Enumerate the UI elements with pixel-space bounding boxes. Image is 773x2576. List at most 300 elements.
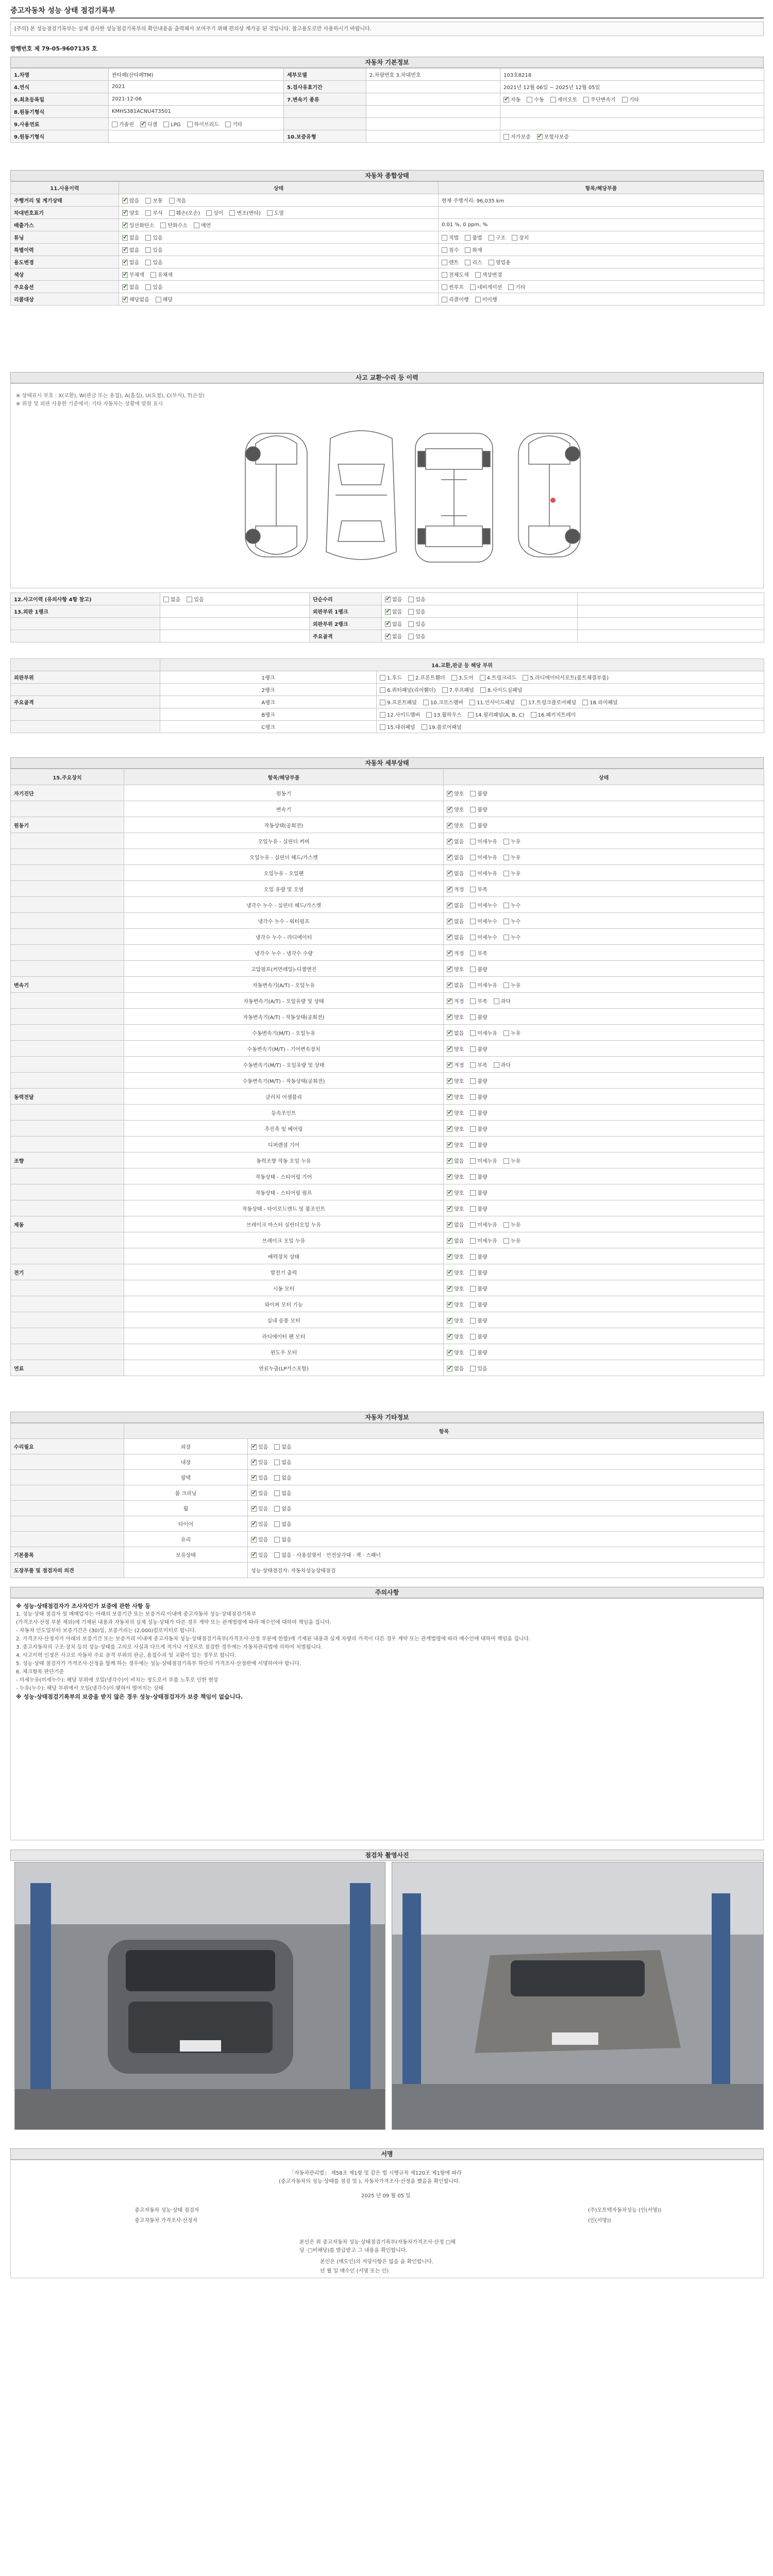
checkbox-icon[interactable]	[145, 210, 151, 216]
checkbox-icon[interactable]	[380, 724, 385, 730]
checkbox-option[interactable]: 없음	[274, 1473, 291, 1481]
checkbox-icon[interactable]	[447, 1302, 452, 1308]
checkbox-option[interactable]: 16.패키지트레이	[531, 710, 576, 718]
checkbox-option[interactable]: 보통	[145, 196, 162, 204]
checkbox-option[interactable]: 없음	[274, 1520, 291, 1528]
checkbox-icon[interactable]	[251, 1537, 257, 1543]
checkbox-option[interactable]: 17.트렁크플로어패널	[521, 698, 576, 706]
checkbox-option[interactable]: 누유	[503, 837, 520, 845]
checkbox-icon[interactable]	[122, 247, 128, 253]
checkbox-icon[interactable]	[470, 1222, 476, 1228]
checkbox-icon[interactable]	[512, 235, 517, 241]
checkbox-option[interactable]: ✔ 없음	[385, 620, 402, 628]
checkbox-option[interactable]: 누수	[503, 901, 520, 909]
checkbox-icon[interactable]	[225, 122, 231, 127]
checkbox-option[interactable]: ✔ 있음	[251, 1473, 268, 1481]
checkbox-icon[interactable]	[537, 134, 543, 140]
checkbox-icon[interactable]	[475, 297, 481, 302]
checkbox-option[interactable]: 미세누유	[470, 853, 497, 861]
checkbox-option[interactable]: ✔ 없음	[447, 1364, 464, 1372]
checkbox-icon[interactable]	[494, 1062, 499, 1068]
checkbox-option[interactable]: 없음	[274, 1489, 291, 1497]
checkbox-option[interactable]: 불량	[470, 1189, 487, 1196]
checkbox-option[interactable]: 불량	[470, 1045, 487, 1053]
checkbox-icon[interactable]	[531, 712, 536, 718]
checkbox-icon[interactable]	[163, 597, 169, 602]
checkbox-icon[interactable]	[469, 700, 475, 705]
checkbox-option[interactable]: 있음	[408, 595, 425, 603]
checkbox-option[interactable]: 9.프론트패널	[380, 698, 417, 706]
checkbox-icon[interactable]	[447, 1014, 452, 1020]
checkbox-option[interactable]: ✔ 없음	[447, 869, 464, 877]
checkbox-option[interactable]: 7.루프패널	[442, 686, 474, 693]
checkbox-icon[interactable]	[447, 998, 452, 1004]
checkbox-option[interactable]: 미세누수	[470, 901, 497, 909]
checkbox-icon[interactable]	[447, 871, 452, 876]
checkbox-option[interactable]: ✔ 있음	[251, 1535, 268, 1543]
checkbox-icon[interactable]	[503, 935, 509, 940]
checkbox-icon[interactable]	[122, 223, 128, 228]
checkbox-option[interactable]: 불법	[465, 233, 482, 241]
checkbox-option[interactable]: ✔ 적정	[447, 885, 464, 893]
checkbox-option[interactable]: 불량	[470, 1316, 487, 1324]
checkbox-option[interactable]: 미세누유	[470, 1236, 497, 1244]
checkbox-icon[interactable]	[470, 935, 476, 940]
checkbox-icon[interactable]	[251, 1490, 257, 1496]
checkbox-option[interactable]: ✔ 양호	[447, 1093, 464, 1100]
checkbox-option[interactable]: 전체도색	[442, 270, 469, 278]
checkbox-option[interactable]: 영업용	[489, 258, 511, 266]
checkbox-icon[interactable]	[251, 1521, 257, 1527]
checkbox-icon[interactable]	[267, 210, 273, 216]
checkbox-icon[interactable]	[470, 903, 476, 908]
checkbox-option[interactable]: ✔ 없음	[447, 981, 464, 989]
checkbox-icon[interactable]	[447, 1126, 452, 1132]
checkbox-icon[interactable]	[160, 223, 166, 228]
checkbox-option[interactable]: ✔ 양호	[447, 1300, 464, 1308]
checkbox-icon[interactable]	[251, 1552, 257, 1558]
checkbox-option[interactable]: 변조(변타)	[229, 209, 260, 216]
checkbox-icon[interactable]	[447, 1366, 452, 1371]
checkbox-option[interactable]: ✔ 양호	[447, 1252, 464, 1260]
checkbox-option[interactable]: ✔ 양호	[447, 1173, 464, 1180]
checkbox-icon[interactable]	[447, 982, 452, 988]
checkbox-icon[interactable]	[187, 597, 192, 602]
checkbox-option[interactable]	[225, 120, 242, 128]
checkbox-option[interactable]: ✔ 없음	[447, 837, 464, 845]
checkbox-option[interactable]: 불량	[470, 1109, 487, 1116]
checkbox-option[interactable]	[187, 120, 219, 128]
checkbox-option[interactable]: 불량	[470, 805, 487, 813]
checkbox-option[interactable]: ✔ 양호	[447, 1125, 464, 1132]
checkbox-icon[interactable]	[442, 687, 448, 693]
checkbox-icon[interactable]	[423, 700, 429, 705]
checkbox-option[interactable]: 누유	[503, 869, 520, 877]
checkbox-icon[interactable]	[408, 621, 414, 627]
checkbox-option[interactable]: 침수	[442, 246, 459, 253]
checkbox-option[interactable]: ✔ 일산화탄소	[122, 221, 154, 229]
checkbox-icon[interactable]	[465, 247, 470, 253]
checkbox-icon[interactable]	[470, 1318, 476, 1324]
checkbox-option[interactable]: 미세누수	[470, 917, 497, 925]
checkbox-icon[interactable]	[470, 1014, 476, 1020]
checkbox-icon[interactable]	[380, 712, 385, 718]
checkbox-option[interactable]: 없음	[274, 1535, 291, 1543]
checkbox-option[interactable]: 15.대쉬패널	[380, 723, 415, 731]
checkbox-option[interactable]: 장치	[512, 233, 529, 241]
checkbox-option[interactable]: 불량	[470, 1300, 487, 1308]
checkbox-option[interactable]: ✔ 양호	[447, 805, 464, 813]
checkbox-option[interactable]: 18.리어패널	[582, 698, 618, 706]
checkbox-option[interactable]: 2.프론트휀더	[408, 673, 445, 681]
checkbox-icon[interactable]	[470, 1094, 476, 1100]
checkbox-icon[interactable]	[274, 1537, 280, 1543]
checkbox-icon[interactable]	[145, 284, 151, 290]
checkbox-option[interactable]: ✔ 없음	[385, 607, 402, 615]
checkbox-icon[interactable]	[274, 1521, 280, 1527]
checkbox-icon[interactable]	[470, 1126, 476, 1132]
checkbox-option[interactable]: 부족	[470, 949, 487, 957]
checkbox-option[interactable]: 매연	[194, 221, 211, 229]
checkbox-icon[interactable]	[122, 272, 128, 278]
checkbox-icon[interactable]	[489, 235, 494, 241]
checkbox-option[interactable]: ✔ 적정	[447, 1061, 464, 1069]
checkbox-icon[interactable]	[470, 1270, 476, 1276]
checkbox-icon[interactable]	[470, 855, 476, 860]
checkbox-icon[interactable]	[447, 1286, 452, 1292]
checkbox-option[interactable]: ✔ 양호	[122, 209, 139, 216]
checkbox-icon[interactable]	[470, 1046, 476, 1052]
checkbox-icon[interactable]	[408, 609, 414, 615]
checkbox-icon[interactable]	[470, 1254, 476, 1260]
checkbox-option[interactable]: ✔ 많음	[122, 196, 139, 204]
checkbox-option[interactable]: 5.라디에이터서포트(볼트체결부품)	[523, 673, 609, 681]
checkbox-icon[interactable]	[447, 1238, 452, 1244]
checkbox-option[interactable]: 미세누유	[470, 869, 497, 877]
checkbox-icon[interactable]	[385, 621, 391, 627]
checkbox-icon[interactable]	[422, 724, 427, 730]
checkbox-option[interactable]: ✔ 없음	[447, 901, 464, 909]
checkbox-icon[interactable]	[468, 712, 474, 718]
checkbox-icon[interactable]	[503, 839, 509, 844]
checkbox-option[interactable]	[622, 95, 639, 103]
checkbox-option[interactable]: 과다	[494, 1061, 511, 1069]
checkbox-icon[interactable]	[550, 97, 556, 103]
checkbox-icon[interactable]	[251, 1460, 257, 1465]
checkbox-option[interactable]	[583, 95, 615, 103]
checkbox-option[interactable]: ✔ 없음	[122, 283, 139, 291]
checkbox-option[interactable]: ✔ 없음	[385, 632, 402, 640]
checkbox-option[interactable]: 누유	[503, 853, 520, 861]
checkbox-option[interactable]: ✔ 없음	[122, 258, 139, 266]
checkbox-option[interactable]: 누유	[503, 1221, 520, 1228]
checkbox-icon[interactable]	[274, 1460, 280, 1465]
checkbox-icon[interactable]	[442, 297, 447, 302]
checkbox-option[interactable]: 1.후드	[380, 673, 402, 681]
checkbox-icon[interactable]	[163, 122, 169, 127]
checkbox-option[interactable]: 리스	[465, 258, 482, 266]
checkbox-icon[interactable]	[169, 198, 175, 204]
checkbox-option[interactable]: 미세누유	[470, 1157, 497, 1164]
checkbox-option[interactable]: 불량	[470, 1013, 487, 1021]
checkbox-option[interactable]: 불량	[470, 1141, 487, 1148]
checkbox-icon[interactable]	[470, 1062, 476, 1068]
checkbox-icon[interactable]	[145, 247, 151, 253]
checkbox-icon[interactable]	[523, 675, 528, 681]
checkbox-option[interactable]: 미세누유	[470, 1029, 497, 1037]
checkbox-icon[interactable]	[229, 210, 235, 216]
checkbox-icon[interactable]	[122, 260, 128, 265]
checkbox-icon[interactable]	[156, 297, 161, 302]
checkbox-icon[interactable]	[494, 998, 499, 1004]
checkbox-icon[interactable]	[274, 1444, 280, 1450]
checkbox-icon[interactable]	[503, 1238, 509, 1244]
checkbox-option[interactable]: 불량	[470, 1077, 487, 1084]
checkbox-icon[interactable]	[145, 260, 151, 265]
checkbox-icon[interactable]	[470, 1286, 476, 1292]
checkbox-icon[interactable]	[475, 272, 481, 278]
checkbox-option[interactable]: 불량	[470, 1125, 487, 1132]
checkbox-option[interactable]: 누수	[503, 917, 520, 925]
checkbox-option[interactable]: 미이행	[475, 295, 497, 303]
checkbox-option[interactable]: ✔ 양호	[447, 1205, 464, 1212]
checkbox-icon[interactable]	[274, 1552, 280, 1558]
checkbox-icon[interactable]	[470, 1350, 476, 1355]
checkbox-option[interactable]: 부식	[145, 209, 162, 216]
checkbox-icon[interactable]	[169, 210, 175, 216]
checkbox-icon[interactable]	[408, 634, 414, 639]
checkbox-option[interactable]	[537, 132, 569, 140]
checkbox-option[interactable]: 썬루프	[442, 283, 464, 291]
checkbox-option[interactable]: ✔ 있음	[251, 1551, 268, 1558]
checkbox-option[interactable]: 불량	[470, 1252, 487, 1260]
checkbox-icon[interactable]	[503, 1030, 509, 1036]
checkbox-icon[interactable]	[447, 1254, 452, 1260]
checkbox-option[interactable]: 누수	[503, 933, 520, 941]
checkbox-option[interactable]: ✔ 있음	[251, 1443, 268, 1450]
checkbox-option[interactable]: ✔ 없음	[447, 1236, 464, 1244]
checkbox-option[interactable]: 유채색	[150, 270, 173, 278]
checkbox-icon[interactable]	[447, 1046, 452, 1052]
checkbox-option[interactable]: 불량	[470, 965, 487, 973]
checkbox-icon[interactable]	[122, 235, 128, 241]
checkbox-option[interactable]: 화재	[465, 246, 482, 253]
checkbox-option[interactable]: 3.도어	[451, 673, 474, 681]
checkbox-icon[interactable]	[503, 919, 509, 924]
checkbox-option[interactable]: 누유	[503, 1236, 520, 1244]
checkbox-icon[interactable]	[447, 1078, 452, 1084]
checkbox-option[interactable]: ✔ 있음	[251, 1504, 268, 1512]
checkbox-option[interactable]: 해당	[156, 295, 173, 303]
checkbox-icon[interactable]	[470, 1174, 476, 1180]
checkbox-option[interactable]: 적법	[442, 233, 459, 241]
checkbox-icon[interactable]	[447, 1318, 452, 1324]
checkbox-icon[interactable]	[470, 807, 476, 812]
checkbox-icon[interactable]	[622, 97, 628, 103]
checkbox-icon[interactable]	[503, 982, 509, 988]
checkbox-option[interactable]: 있음	[408, 607, 425, 615]
checkbox-option[interactable]: 리콜이행	[442, 295, 469, 303]
checkbox-icon[interactable]	[470, 887, 476, 892]
checkbox-option[interactable]: 있음	[470, 1364, 487, 1372]
checkbox-option[interactable]: 색상변경	[475, 270, 502, 278]
checkbox-option[interactable]: ✔ 무채색	[122, 270, 144, 278]
checkbox-option[interactable]	[503, 95, 520, 103]
checkbox-icon[interactable]	[447, 1190, 452, 1196]
checkbox-icon[interactable]	[470, 1302, 476, 1308]
checkbox-icon[interactable]	[122, 284, 128, 290]
checkbox-icon[interactable]	[503, 903, 509, 908]
checkbox-icon[interactable]	[480, 687, 486, 693]
checkbox-option[interactable]: 있음	[187, 595, 204, 603]
checkbox-option[interactable]: ✔ 있음	[251, 1489, 268, 1497]
checkbox-icon[interactable]	[470, 1030, 476, 1036]
checkbox-option[interactable]: 누유	[503, 981, 520, 989]
checkbox-option[interactable]: 8.사이드실패널	[480, 686, 523, 693]
checkbox-option[interactable]: ✔ 양호	[447, 1013, 464, 1021]
checkbox-option[interactable]: 미세누수	[470, 933, 497, 941]
checkbox-icon[interactable]	[470, 1142, 476, 1148]
checkbox-icon[interactable]	[447, 1206, 452, 1212]
checkbox-icon[interactable]	[385, 597, 391, 602]
checkbox-option[interactable]: 부족	[470, 997, 487, 1005]
checkbox-icon[interactable]	[447, 839, 452, 844]
checkbox-icon[interactable]	[470, 871, 476, 876]
checkbox-option[interactable]: 없음	[274, 1443, 291, 1450]
checkbox-option[interactable]: 13.휠하우스	[426, 710, 462, 718]
checkbox-icon[interactable]	[447, 1270, 452, 1276]
checkbox-icon[interactable]	[187, 122, 193, 127]
checkbox-icon[interactable]	[451, 675, 457, 681]
checkbox-icon[interactable]	[194, 223, 199, 228]
checkbox-icon[interactable]	[527, 97, 532, 103]
checkbox-option[interactable]: ✔ 양호	[447, 1077, 464, 1084]
checkbox-icon[interactable]	[274, 1490, 280, 1496]
checkbox-icon[interactable]	[442, 260, 447, 265]
checkbox-icon[interactable]	[470, 998, 476, 1004]
checkbox-option[interactable]: 14.필러패널(A, B, C)	[468, 710, 525, 718]
checkbox-option[interactable]: 있음	[145, 246, 162, 253]
checkbox-option[interactable]: 11.인사이드패널	[469, 698, 515, 706]
checkbox-option[interactable]: ✔ 없음	[447, 1221, 464, 1228]
checkbox-icon[interactable]	[447, 1222, 452, 1228]
checkbox-icon[interactable]	[447, 1094, 452, 1100]
checkbox-option[interactable]: ✔ 없음	[447, 853, 464, 861]
checkbox-option[interactable]: 미세누유	[470, 837, 497, 845]
checkbox-option[interactable]: 미세누유	[470, 981, 497, 989]
checkbox-icon[interactable]	[150, 272, 156, 278]
checkbox-icon[interactable]	[442, 272, 447, 278]
checkbox-icon[interactable]	[447, 1030, 452, 1036]
checkbox-icon[interactable]	[447, 887, 452, 892]
checkbox-option[interactable]: 12.사이드멤버	[380, 710, 420, 718]
checkbox-icon[interactable]	[470, 967, 476, 972]
checkbox-option[interactable]: ✔ 양호	[447, 1316, 464, 1324]
checkbox-option[interactable]: 렌트	[442, 258, 459, 266]
checkbox-icon[interactable]	[503, 134, 509, 140]
checkbox-option[interactable]: 없음 · 사용설명서 · 안전삼각대 · 잭 · 스패너	[274, 1551, 381, 1558]
checkbox-option[interactable]: ✔ 있음	[251, 1520, 268, 1528]
checkbox-icon[interactable]	[465, 260, 470, 265]
checkbox-icon[interactable]	[503, 1222, 509, 1228]
checkbox-option[interactable]: ✔ 해당없음	[122, 295, 149, 303]
checkbox-icon[interactable]	[447, 823, 452, 828]
checkbox-icon[interactable]	[447, 807, 452, 812]
checkbox-option[interactable]: 탄화수소	[160, 221, 188, 229]
checkbox-icon[interactable]	[380, 687, 385, 693]
checkbox-option[interactable]	[550, 95, 578, 103]
checkbox-icon[interactable]	[470, 1206, 476, 1212]
checkbox-option[interactable]	[163, 122, 180, 128]
checkbox-option[interactable]: 부족	[470, 1061, 487, 1069]
checkbox-icon[interactable]	[385, 609, 391, 615]
checkbox-icon[interactable]	[503, 871, 509, 876]
checkbox-icon[interactable]	[145, 235, 151, 241]
checkbox-icon[interactable]	[508, 284, 514, 290]
checkbox-icon[interactable]	[274, 1475, 280, 1481]
checkbox-option[interactable]: 구조	[489, 233, 506, 241]
checkbox-option[interactable]	[527, 95, 544, 103]
checkbox-option[interactable]: ✔ 양호	[447, 1109, 464, 1116]
checkbox-icon[interactable]	[447, 1334, 452, 1340]
checkbox-icon[interactable]	[470, 951, 476, 956]
checkbox-option[interactable]: 있음	[145, 258, 162, 266]
checkbox-icon[interactable]	[470, 1078, 476, 1084]
checkbox-option[interactable]: 적음	[169, 196, 186, 204]
checkbox-option[interactable]: 기타	[508, 283, 525, 291]
checkbox-icon[interactable]	[447, 919, 452, 924]
checkbox-option[interactable]: 불량	[470, 1205, 487, 1212]
checkbox-icon[interactable]	[470, 1190, 476, 1196]
checkbox-icon[interactable]	[470, 1366, 476, 1371]
checkbox-icon[interactable]	[489, 260, 494, 265]
checkbox-icon[interactable]	[470, 284, 476, 290]
checkbox-icon[interactable]	[380, 700, 385, 705]
checkbox-icon[interactable]	[470, 982, 476, 988]
checkbox-option[interactable]: ✔ 양호	[447, 1045, 464, 1053]
checkbox-icon[interactable]	[408, 597, 414, 602]
checkbox-option[interactable]: ✔ 양호	[447, 1268, 464, 1276]
checkbox-icon[interactable]	[470, 823, 476, 828]
checkbox-option[interactable]: 6.쿼터패널(리어휀더)	[380, 686, 436, 693]
checkbox-option[interactable]: 19.플로어패널	[422, 723, 462, 731]
checkbox-option[interactable]: ✔ 없음	[122, 233, 139, 241]
checkbox-icon[interactable]	[503, 855, 509, 860]
checkbox-option[interactable]: 상이	[206, 209, 223, 216]
checkbox-option[interactable]: ✔ 양호	[447, 789, 464, 797]
checkbox-icon[interactable]	[145, 198, 151, 204]
checkbox-option[interactable]: ✔ 양호	[447, 965, 464, 973]
checkbox-option[interactable]: 있음	[408, 620, 425, 628]
checkbox-icon[interactable]	[447, 1062, 452, 1068]
checkbox-option[interactable]: 불량	[470, 1093, 487, 1100]
checkbox-icon[interactable]	[470, 1238, 476, 1244]
checkbox-option[interactable]: 불량	[470, 789, 487, 797]
checkbox-icon[interactable]	[447, 903, 452, 908]
checkbox-option[interactable]: ✔ 양호	[447, 1348, 464, 1356]
checkbox-icon[interactable]	[470, 791, 476, 796]
checkbox-option[interactable]: 불량	[470, 1284, 487, 1292]
checkbox-option[interactable]: 과다	[494, 997, 511, 1005]
checkbox-icon[interactable]	[408, 675, 414, 681]
checkbox-option[interactable]: ✔ 없음	[447, 1157, 464, 1164]
checkbox-option[interactable]: 10.크로스멤버	[423, 698, 463, 706]
checkbox-option[interactable]: ✔ 양호	[447, 1284, 464, 1292]
checkbox-option[interactable]: 불량	[470, 1173, 487, 1180]
checkbox-option[interactable]	[140, 120, 157, 128]
checkbox-icon[interactable]	[470, 919, 476, 924]
checkbox-icon[interactable]	[251, 1475, 257, 1481]
